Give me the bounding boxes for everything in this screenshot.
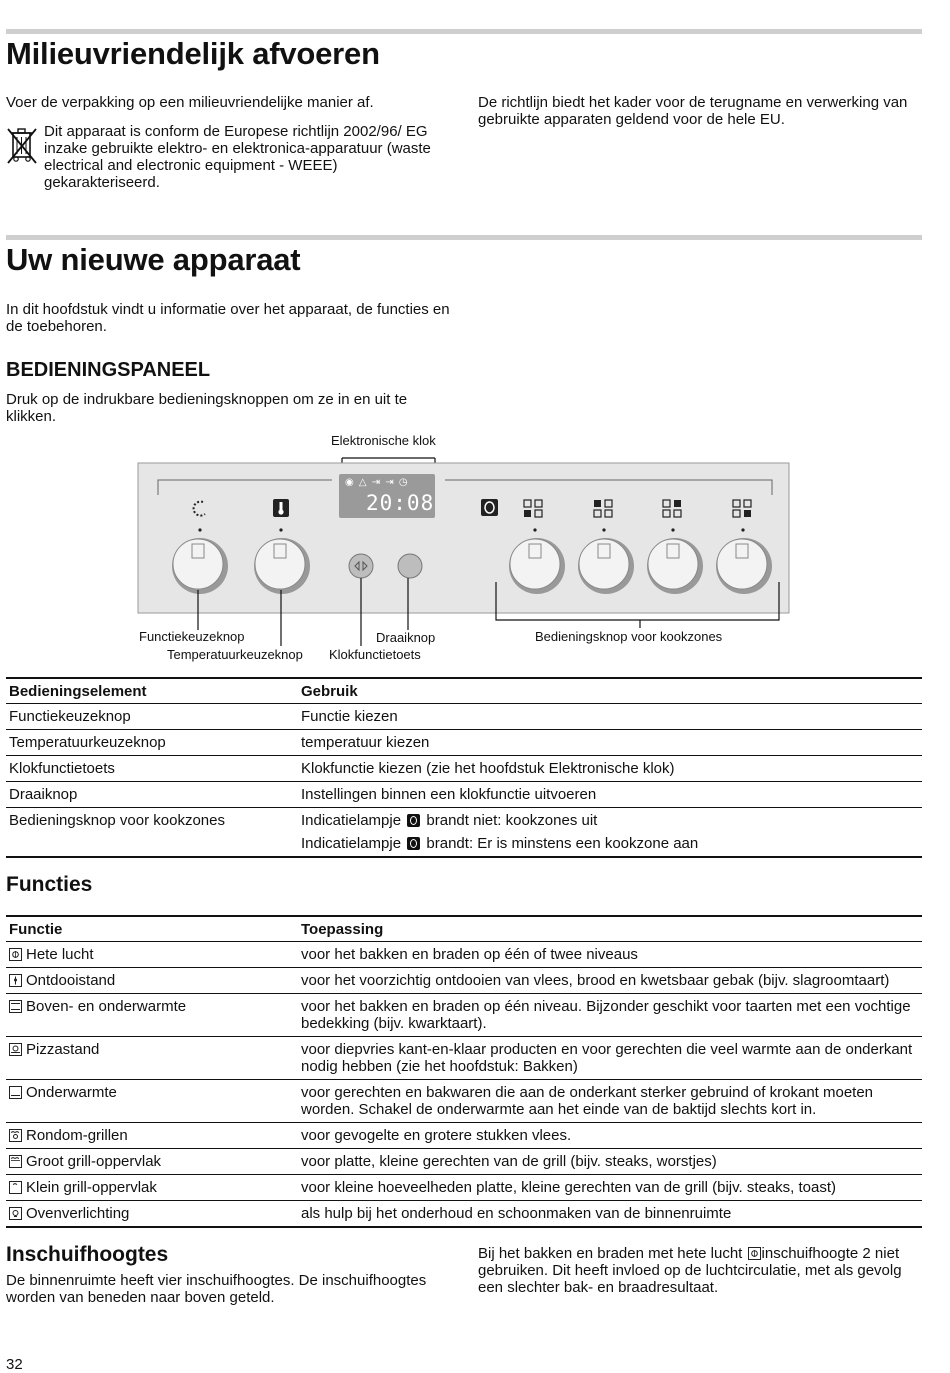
temperature-knob-label: Temperatuurkeuzeknop — [167, 647, 303, 662]
function-knob[interactable] — [172, 538, 228, 594]
control-panel-heading: BEDIENINGSPANEEL — [6, 359, 211, 381]
indicator-text: Indicatielampje — [301, 812, 402, 829]
section-title-new-appliance: Uw nieuwe apparaat — [6, 242, 301, 277]
shelf-heights-note — [478, 1245, 918, 1296]
function-name-cell — [6, 1123, 298, 1149]
small-grill-icon — [9, 1181, 22, 1194]
function-name: Rondom-grillen — [26, 1127, 128, 1144]
section-rule — [6, 235, 922, 240]
hob-knob[interactable] — [716, 538, 772, 594]
table-row — [6, 808, 922, 834]
control-use: temperatuur kiezen — [298, 730, 922, 756]
hob-knob-label: Bedieningsknop voor kookzones — [535, 629, 723, 644]
function-name-cell — [6, 968, 298, 994]
clock-display-time: 20:08 — [366, 491, 435, 515]
indicator-lamp-icon — [407, 837, 420, 850]
top-bottom-heat-icon — [9, 1000, 22, 1013]
clock-function-button[interactable] — [349, 554, 373, 578]
clock-display-symbols: ◉ △ ⇥ ⇥ ◷ — [345, 477, 409, 488]
disposal-intro: Voer de verpakking op een milieuvriendelijke manier af. — [6, 94, 374, 111]
functions-heading: Functies — [6, 873, 93, 896]
clock-button-label: Klokfunctietoets — [329, 647, 421, 662]
function-name: Onderwarmte — [26, 1084, 117, 1101]
section-title-disposal: Milieuvriendelijk afvoeren — [6, 36, 380, 71]
indicator-lamp-icon — [407, 814, 420, 827]
controls-table — [6, 677, 922, 858]
table-row — [6, 1123, 922, 1149]
function-use: als hulp bij het onderhoud en schoonmaken van de binnenruimte — [298, 1201, 922, 1228]
function-knob-label: Functiekeuzeknop — [139, 629, 245, 644]
page-number: 32 — [6, 1356, 23, 1373]
temperature-knob[interactable] — [254, 538, 310, 594]
rotisserie-grill-icon — [9, 1129, 22, 1142]
table-row — [6, 1201, 922, 1228]
table-row — [6, 730, 922, 756]
indicator-text: brandt: Er is minstens een kookzone aan — [426, 835, 699, 852]
function-name-cell — [6, 1037, 298, 1080]
function-name: Hete lucht — [26, 946, 94, 963]
rotary-knob-label: Draaiknop — [376, 630, 436, 645]
table-row — [6, 1149, 922, 1175]
hob-knob[interactable] — [647, 538, 703, 594]
control-panel-figure — [0, 430, 950, 670]
function-name: Groot grill-oppervlak — [26, 1153, 162, 1170]
table-header: Gebruik — [298, 678, 922, 704]
bottom-heat-icon — [9, 1086, 22, 1099]
table-row — [6, 782, 922, 808]
function-name-cell — [6, 1080, 298, 1123]
function-name-cell — [6, 1149, 298, 1175]
large-grill-icon — [9, 1155, 22, 1168]
function-use: voor het voorzichtig ontdooien van vlees, brood en kwetsbaar gebak (bijv. slagroomtaart) — [298, 968, 922, 994]
function-use: voor het bakken en braden op één of twee niveaus — [298, 942, 922, 968]
section-rule — [6, 29, 922, 34]
table-row — [6, 756, 922, 782]
directive-text: De richtlijn biedt het kader voor de terugname en verwerking van gebruikte apparaten geldend voor de hele EU. — [478, 94, 908, 128]
function-use: voor gerechten en bakwaren die aan de onderkant sterker gebruind of krokant moeten worden. Schakel de onderwarmte aan het einde van de baktijd slechts kort in. — [298, 1080, 922, 1123]
control-use: Functie kiezen — [298, 704, 922, 730]
weee-text: Dit apparaat is conform de Europese richtlijn 2002/96/ EG inzake gebruikte elektro- en elektronica-apparatuur (waste electrical and electronic equipment - WEEE) gekarakteriseerd. — [44, 123, 431, 191]
hob-knob[interactable] — [509, 538, 565, 594]
function-name: Pizzastand — [26, 1041, 100, 1058]
function-name-cell — [6, 1175, 298, 1201]
control-element: Klokfunctietoets — [6, 756, 298, 782]
function-name-cell — [6, 942, 298, 968]
clock-label: Elektronische klok — [331, 433, 436, 448]
weee-bin-icon — [6, 125, 38, 165]
shelf-heights-heading: Inschuifhoogtes — [6, 1243, 169, 1266]
control-use: Instellingen binnen een klokfunctie uitvoeren — [298, 782, 922, 808]
function-name-cell — [6, 1201, 298, 1228]
indicator-text: brandt niet: kookzones uit — [426, 812, 598, 829]
hob-knob[interactable] — [578, 538, 634, 594]
control-element: Temperatuurkeuzeknop — [6, 730, 298, 756]
function-use: voor het bakken en braden op één niveau. Bijzonder geschikt voor taarten met een vochtige bedekking (bijv. kwarktaart). — [298, 994, 922, 1037]
pizza-icon — [9, 1043, 22, 1056]
control-element: Functiekeuzeknop — [6, 704, 298, 730]
table-row — [6, 1175, 922, 1201]
function-name: Klein grill-oppervlak — [26, 1179, 157, 1196]
defrost-icon — [9, 974, 22, 987]
table-row — [6, 1080, 922, 1123]
shelf-heights-text: De binnenruimte heeft vier inschuifhoogtes. De inschuifhoogtes worden van beneden naar boven geteld. — [6, 1272, 427, 1306]
shelf-note-text: Bij het bakken en braden met hete lucht — [478, 1245, 743, 1262]
hot-air-icon — [748, 1247, 761, 1260]
table-row — [6, 942, 922, 968]
table-row — [6, 1037, 922, 1080]
function-name: Ovenverlichting — [26, 1205, 130, 1222]
table-header: Bedieningselement — [6, 678, 298, 704]
hob-indicator-icon — [481, 499, 498, 516]
function-use: voor platte, kleine gerechten van de grill (bijv. steaks, worstjes) — [298, 1149, 922, 1175]
function-use: voor kleine hoeveelheden platte, kleine gerechten van de grill (bijv. steaks, toast) — [298, 1175, 922, 1201]
function-use: voor gevogelte en grotere stukken vlees. — [298, 1123, 922, 1149]
control-use — [298, 808, 922, 834]
indicator-text: Indicatielampje — [301, 835, 402, 852]
control-use: Klokfunctie kiezen (zie het hoofdstuk Elektronische klok) — [298, 756, 922, 782]
oven-light-icon — [9, 1207, 22, 1220]
table-header: Functie — [6, 916, 298, 942]
new-appliance-intro: In dit hoofdstuk vindt u informatie over het apparaat, de functies en de toebehoren. — [6, 301, 450, 335]
table-row — [6, 968, 922, 994]
function-name-cell — [6, 994, 298, 1037]
table-row — [6, 994, 922, 1037]
control-element: Draaiknop — [6, 782, 298, 808]
table-row — [6, 704, 922, 730]
thermometer-icon — [273, 499, 289, 517]
table-header: Toepassing — [298, 916, 922, 942]
function-name: Boven- en onderwarmte — [26, 998, 187, 1015]
control-panel-intro: Druk op de indrukbare bedieningsknoppen om ze in en uit te klikken. — [6, 391, 408, 425]
hot-air-icon — [9, 948, 22, 961]
functions-table — [6, 915, 922, 1228]
rotary-knob[interactable] — [398, 554, 422, 578]
function-name: Ontdooistand — [26, 972, 116, 989]
shelf-note-text: inschuifhoogte 2 niet gebruiken. Dit heeft invloed op de luchtcirculatie, met als gevolg een slechter bak- en braadresultaat. — [478, 1245, 902, 1296]
function-use: voor diepvries kant-en-klaar producten en voor gerechten die veel warmte aan de onderkant nodig hebben (zie het hoofdstuk: Bakken) — [298, 1037, 922, 1080]
control-use — [298, 833, 922, 857]
control-element: Bedieningsknop voor kookzones — [6, 808, 298, 858]
